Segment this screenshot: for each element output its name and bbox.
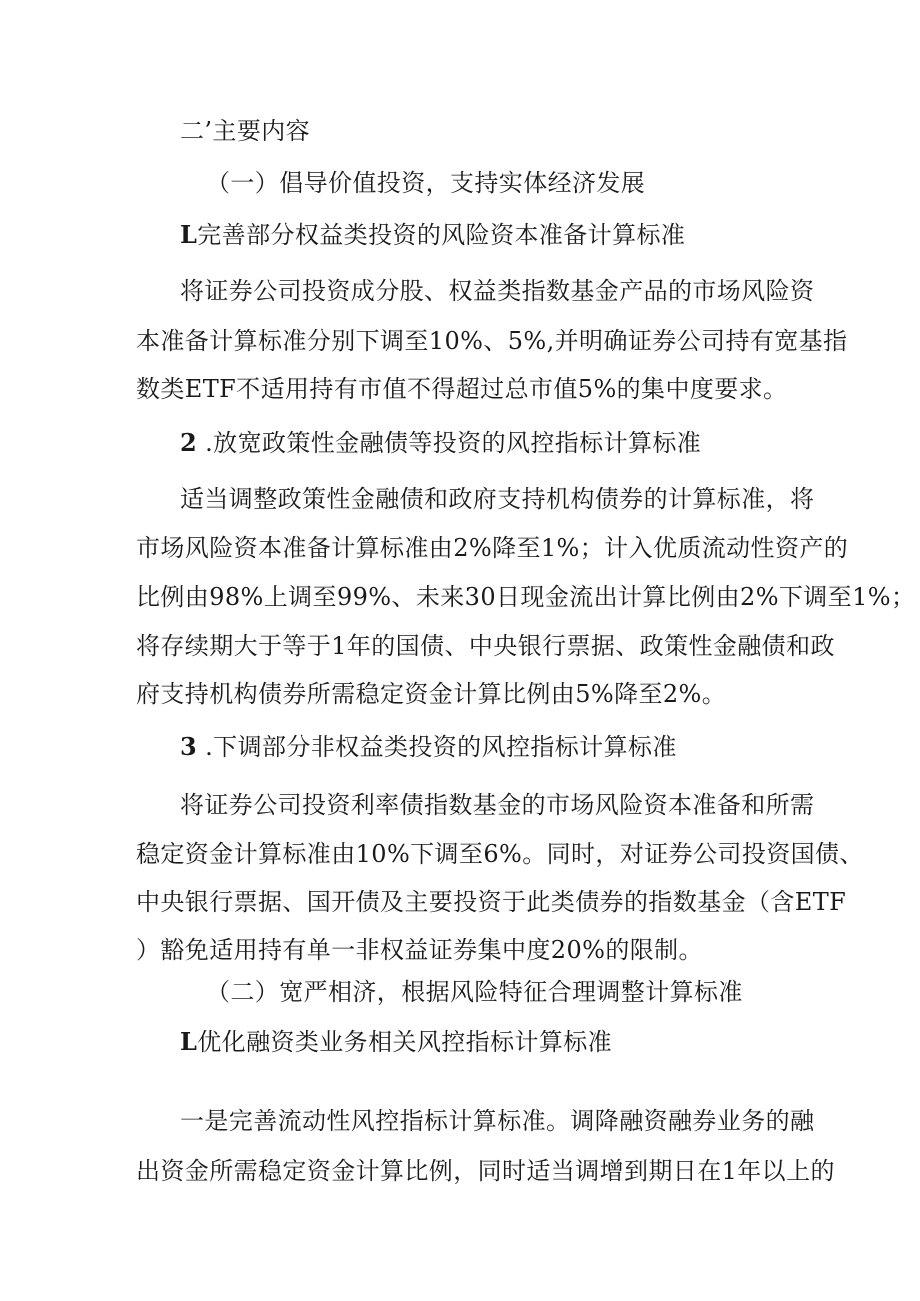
part1-item1-line-3: 数类ETF不适用持有市值不得超过总市值5%的集中度要求。 <box>136 375 788 403</box>
part1-item2-line-4: 将存续期大于等于1年的国债、中央银行票据、政策性金融债和政 <box>136 632 835 660</box>
part1-item3-line-3: 中央银行票据、国开债及主要投资于此类债券的指数基金（含ETF <box>136 888 847 916</box>
part1-heading: （一）倡导价值投资，支持实体经济发展 <box>206 169 646 197</box>
part1-item1-line-2: 本准备计算标准分别下调至10%、5%,并明确证券公司持有宽基指 <box>136 327 848 355</box>
part2-item1-prefix: L <box>180 1027 198 1056</box>
part1-item1-line-1: 将证券公司投资成分股、权益类指数基金产品的市场风险资 <box>180 277 815 305</box>
part1-item3-line-2: 稳定资金计算标准由10%下调至6%。同时，对证券公司投资国债、 <box>136 840 864 868</box>
part1-item2-line-5: 府支持机构债券所需稳定资金计算比例由5%降至2%。 <box>136 680 727 708</box>
part1-item2-heading <box>180 428 701 458</box>
part1-item2-number: 2 <box>180 428 198 457</box>
part1-item3-heading <box>180 732 677 762</box>
part1-item2-line-2: 市场风险资本准备计算标准由2%降至1%；计入优质流动性资产的 <box>136 534 849 562</box>
part1-item2-title: .放宽政策性金融债等投资的风控指标计算标准 <box>205 429 702 457</box>
part1-item3-title: .下调部分非权益类投资的风控指标计算标准 <box>205 733 677 761</box>
part2-item1-line-1: 一是完善流动性风控指标计算标准。调降融资融券业务的融 <box>180 1107 815 1135</box>
part1-item1-title: 完善部分权益类投资的风险资本准备计算标准 <box>197 221 686 249</box>
part1-item2-line-3: 比例由98%上调至99%、未来30日现金流出计算比例由2%下调至1%； <box>136 583 916 611</box>
part1-item1-heading <box>180 220 685 250</box>
part2-item1-line-2: 出资金所需稳定资金计算比例，同时适当调增到期日在1年以上的 <box>136 1157 835 1185</box>
section-heading: 二’主要内容 <box>180 117 311 145</box>
part1-item1-prefix: L <box>180 220 198 249</box>
part1-item3-line-1: 将证券公司投资利率债指数基金的市场风险资本准备和所需 <box>180 791 815 819</box>
part2-item1-heading <box>180 1027 612 1057</box>
part1-item2-line-1: 适当调整政策性金融债和政府支持机构债券的计算标准，将 <box>180 485 815 513</box>
part2-heading: （二）宽严相济，根据风险特征合理调整计算标准 <box>206 978 743 1006</box>
part2-item1-title: 优化融资类业务相关风控指标计算标准 <box>197 1028 613 1056</box>
part1-item3-line-4: ）豁免适用持有单一非权益证券集中度20%的限制。 <box>136 936 703 964</box>
part1-item3-number: 3 <box>180 732 198 761</box>
